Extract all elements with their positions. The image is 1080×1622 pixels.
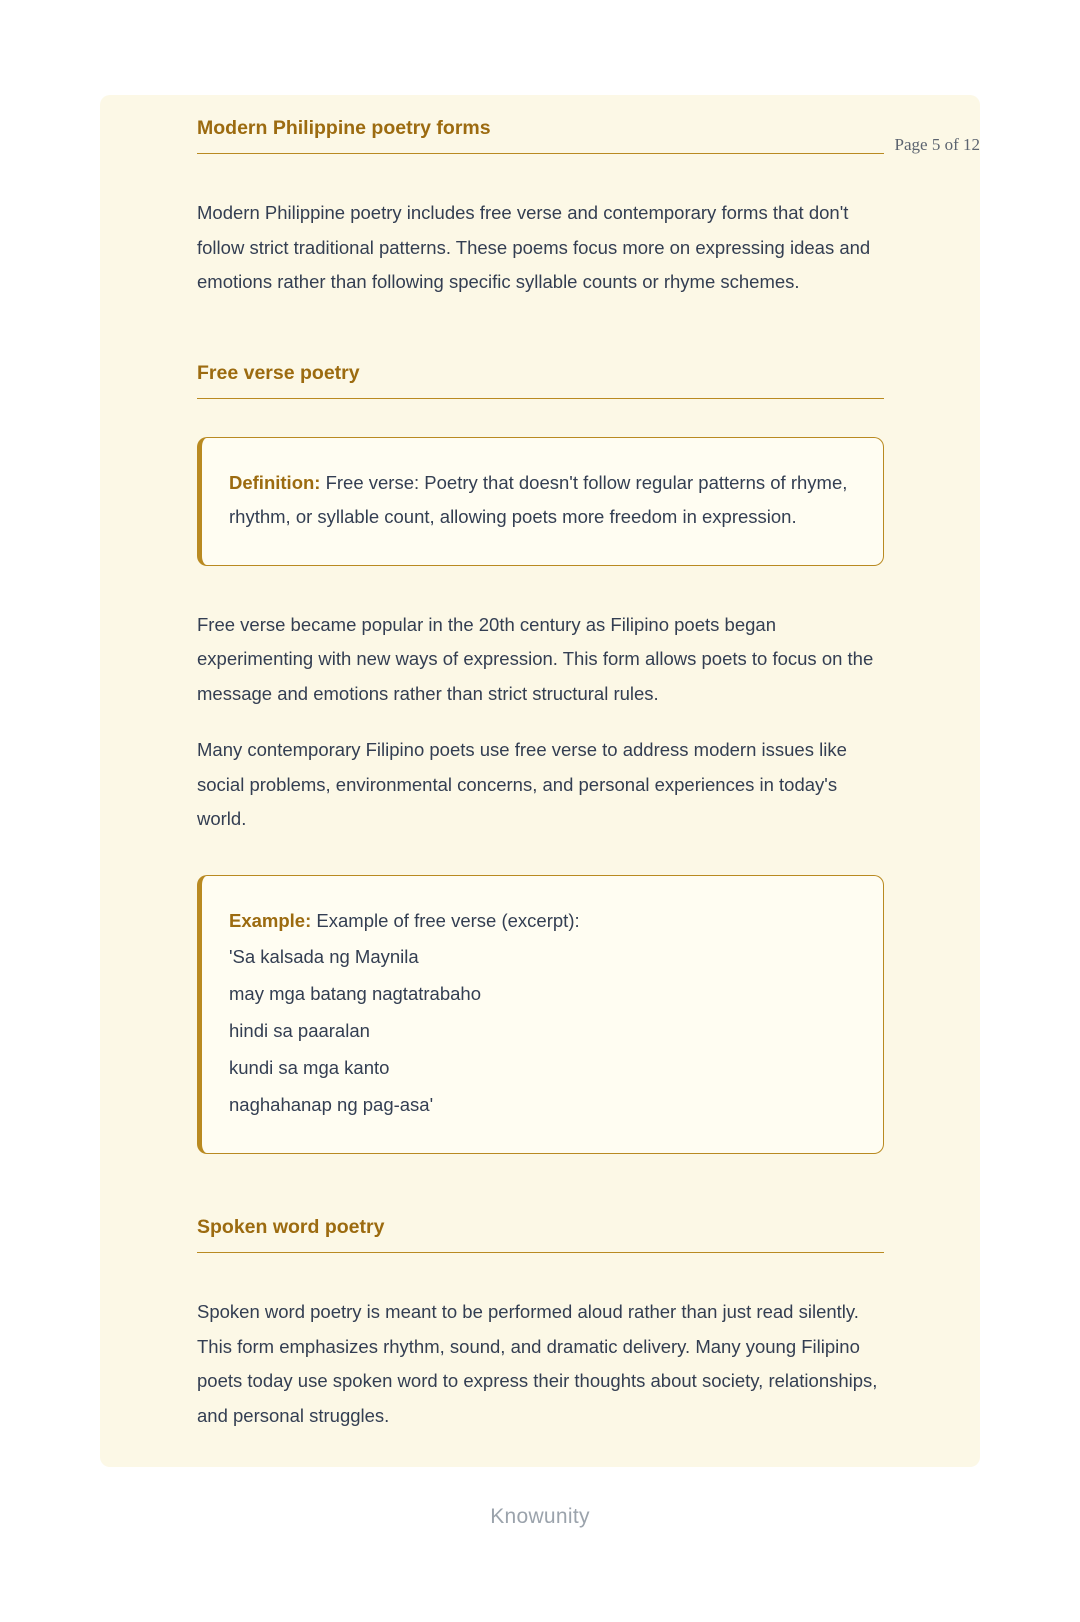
- section-spoken-word-poetry: [197, 1216, 884, 1253]
- section-free-verse-poetry: [197, 362, 884, 399]
- definition-label: Definition:: [229, 471, 321, 493]
- example-box: [197, 875, 884, 1155]
- page-footer: [0, 1505, 1080, 1557]
- paragraph-free-verse-history: Free verse became popular in the 20th century as Filipino poets began experimenting with new ways of expression. This form allows poets to focus on the message and emotions rather than strict structural rules.: [197, 613, 874, 704]
- poem-line: may mga batang nagtatrabaho: [229, 983, 481, 1004]
- section-heading-free-verse-poetry: Free verse poetry: [197, 361, 360, 384]
- section-heading-modern-philippine-poetry-forms: Modern Philippine poetry forms: [197, 117, 491, 139]
- poem-line: kundi sa mga kanto: [229, 1057, 390, 1078]
- notes-card: [100, 95, 980, 1467]
- section-heading-spoken-word-poetry: Spoken word poetry: [197, 1216, 385, 1238]
- paragraph-modern-poetry-intro: Modern Philippine poetry includes free verse and contemporary forms that don't follow strict traditional patterns. These poems focus more on expressing ideas and emotions rather than following specific syllable counts or rhyme schemes.: [197, 202, 871, 292]
- footer-brand-knowunity: Knowunity: [490, 1505, 590, 1528]
- heading-divider: [197, 1252, 884, 1253]
- example-label: Example:: [229, 909, 312, 931]
- page-number-indicator: Page 5 of 12: [894, 135, 980, 154]
- definition-text: Free verse: Poetry that doesn't follow regular patterns of rhyme, rhythm, or syllable count, allowing poets more freedom in expression.: [229, 471, 848, 527]
- paragraph-free-verse-contemporary: Many contemporary Filipino poets use free verse to address modern issues like social problems, environmental concerns, and personal experiences in today's world.: [197, 739, 847, 829]
- heading-divider: [197, 398, 884, 399]
- example-intro-text: Example of free verse (excerpt):: [311, 909, 580, 931]
- section-modern-philippine-poetry: [197, 117, 884, 154]
- heading-divider: [197, 153, 884, 154]
- definition-box: [197, 437, 884, 566]
- paragraph-spoken-word: Spoken word poetry is meant to be performed aloud rather than just read silently. This form emphasizes rhythm, sound, and dramatic delivery. Many young Filipino poets today use spoken word to express their thoughts about society, relationships, and personal struggles.: [197, 1301, 878, 1426]
- poem-line: 'Sa kalsada ng Maynila: [229, 946, 419, 967]
- poem-line: naghahanap ng pag-asa': [229, 1094, 434, 1115]
- example-intro-line: [229, 904, 851, 939]
- poem-line: hindi sa paaralan: [229, 1020, 370, 1041]
